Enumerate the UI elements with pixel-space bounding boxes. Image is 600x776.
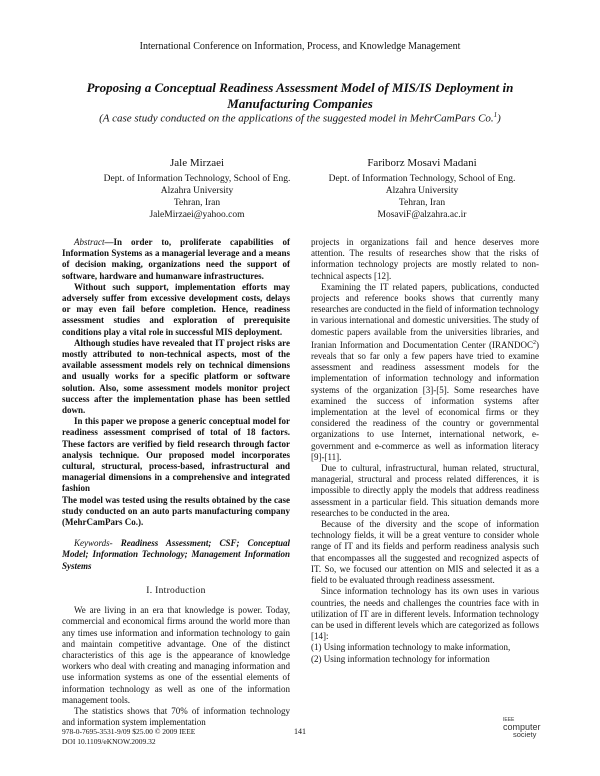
body-paragraph: Since information technology has its own uses in various countries, the needs and challenges the countries face with in utilization of IT are in different levels. Information technology can be used in different levels which are categorized as follows [14]: [311,586,539,642]
author-email[interactable]: JaleMirzaei@yahoo.com [149,210,245,220]
title-line-1: Proposing a Conceptual Readiness Assessment Model of MIS/IS Deployment in [86,80,514,95]
body-paragraph: Because of the diversity and the scope of information technology fields, it will be a great venture to consider whole range of IT and its fields and perform readiness analysis such that encompasses all the suggested and recognized aspects of IT. So, we focused our attention on MIS and selected it as a field to be evaluated through readiness assessment. [311,519,539,586]
logo-mark: IEEE [503,717,515,723]
logo-line-2: society [513,730,537,739]
subtitle-footnote-mark: 1 [493,111,498,119]
subtitle-end: ) [497,112,501,125]
author-dept: Dept. of Information Technology, School of Eng. [103,174,291,184]
paper-subtitle [40,111,560,125]
body-paragraph: projects in organizations fail and hence deserves more attention. The results of researches show that the risks of information technology projects are mostly related to non-technical aspects [12]. [311,237,539,281]
author-dept: Dept. of Information Technology, School of Eng. [328,174,516,184]
abstract-paragraph: Without such support, implementation efforts may adversely suffer from excessive development costs, delays or may even fail before completion. Hence, readiness assessment studies and exploration of prerequisite conditions play a vital role in successful MIS deployment. [62,281,290,337]
author-block-1 [72,157,322,221]
author-university: Alzahra University [385,186,459,196]
logo-line-1: computer [503,722,541,732]
intro-paragraph: We are living in an era that knowledge is power. Today, commercial and economical firms around the world more than any times use information and information technology to gain and maintain competitive advantage. One of the distinct characteristics of this age is the appearance of knowledge workers who deal with creating and managing information and use information systems as one of the essential elements of information technology as well as one of the information management tools. [62,605,290,705]
right-column [311,237,539,665]
abstract-label: Abstract [74,237,105,247]
intro-paragraph: The statistics shows that 70% of information technology and information system implementation [62,705,290,728]
author-name: Jale Mirzaei [169,157,225,169]
author-name: Fariborz Mosavi Madani [367,157,477,169]
keywords [62,538,290,572]
body-text: Examining the IT related papers, publications, conducted projects and reference books shows that currently many researches are conducted in the field of information technology in various international and domestic universities. The study of domestic papers available from the universities libraries, and Iranian Information and Documentation Center (IRANDOC [311,281,539,350]
subtitle-text: (A case study conducted on the applications of the suggested model in MehrCamPars Co. [99,112,494,125]
keywords-label: Keywords- [74,538,113,549]
author-email[interactable]: MosaviF@alzahra.ac.ir [377,210,467,220]
author-block-2 [297,157,547,221]
author-location: Tehran, Iran [398,198,446,208]
title-line-2: Manufacturing Companies [227,96,373,111]
list-item: (1) Using information technology to make information, [311,642,511,653]
footer-doi: DOI 10.1109/eKNOW.2009.32 [62,737,156,746]
abstract-paragraph: Although studies have revealed that IT project risks are mostly attributed to non-technical aspects, most of the available assessment models rely on technical dimensions and usually works for a specific platform or software solution. Also, some assessment models monitor project success after the implementation phase has been settled down. [62,337,290,416]
body-paragraph: Due to cultural, infrastructural, human related, structural, managerial, structural and process related differences, it is impossible to directly apply the models that address readiness assessment in a particular field. This situation demands more researches to be conducted in the area. [311,463,539,518]
abstract-paragraph [62,237,290,282]
author-university: Alzahra University [160,186,234,196]
conference-header: International Conference on Information, Process, and Knowledge Management [139,41,461,52]
computer-society-logo [503,717,541,738]
paper-title [60,80,540,112]
footnote-mark: 2 [533,339,536,346]
abstract-paragraph: The model was tested using the results obtained by the case study conducted on an auto parts manufacturing company (MehrCamPars Co.). [62,494,290,528]
footer-isbn: 978-0-7695-3531-9/09 $25.00 © 2009 IEEE [62,727,196,736]
body-text: ) reveals that so far only a few papers have tried to examine assessment and readiness assessment models for the implementation of information technology and information systems of the organization [3]-[5]. Some researches have examined the success of information systems after implementation at the level of economical firms or they considered the readiness of the country or governmental organizations to use Internet, international network, e-government and e-commerce as well as information literacy [9]-[11]. [311,339,539,462]
section-heading-introduction: I. Introduction [146,585,206,596]
keywords-text: Readiness Assessment; CSF; Conceptual Model; Information Technology; Management Information Systems [62,538,290,571]
author-location: Tehran, Iran [173,198,221,208]
abstract-text: —In order to, proliferate capabilities of Information Systems as a managerial leverage and a means of decision making, organizations need the support of software, hardware and humanware infrastructures. [62,237,290,281]
abstract-paragraph: In this paper we propose a generic conceptual model for readiness assessment comprised of total of 18 factors. These factors are verified by field research through factor analysis technique. Our proposed model incorporates cultural, structural, process-based, infrastructural and managerial dimensions in a comprehensive and integrated fashion [62,416,290,494]
body-paragraph [311,282,539,463]
page-number: 141 [294,727,306,736]
left-column [62,237,290,728]
list-item: (2) Using information technology for information [311,653,490,664]
